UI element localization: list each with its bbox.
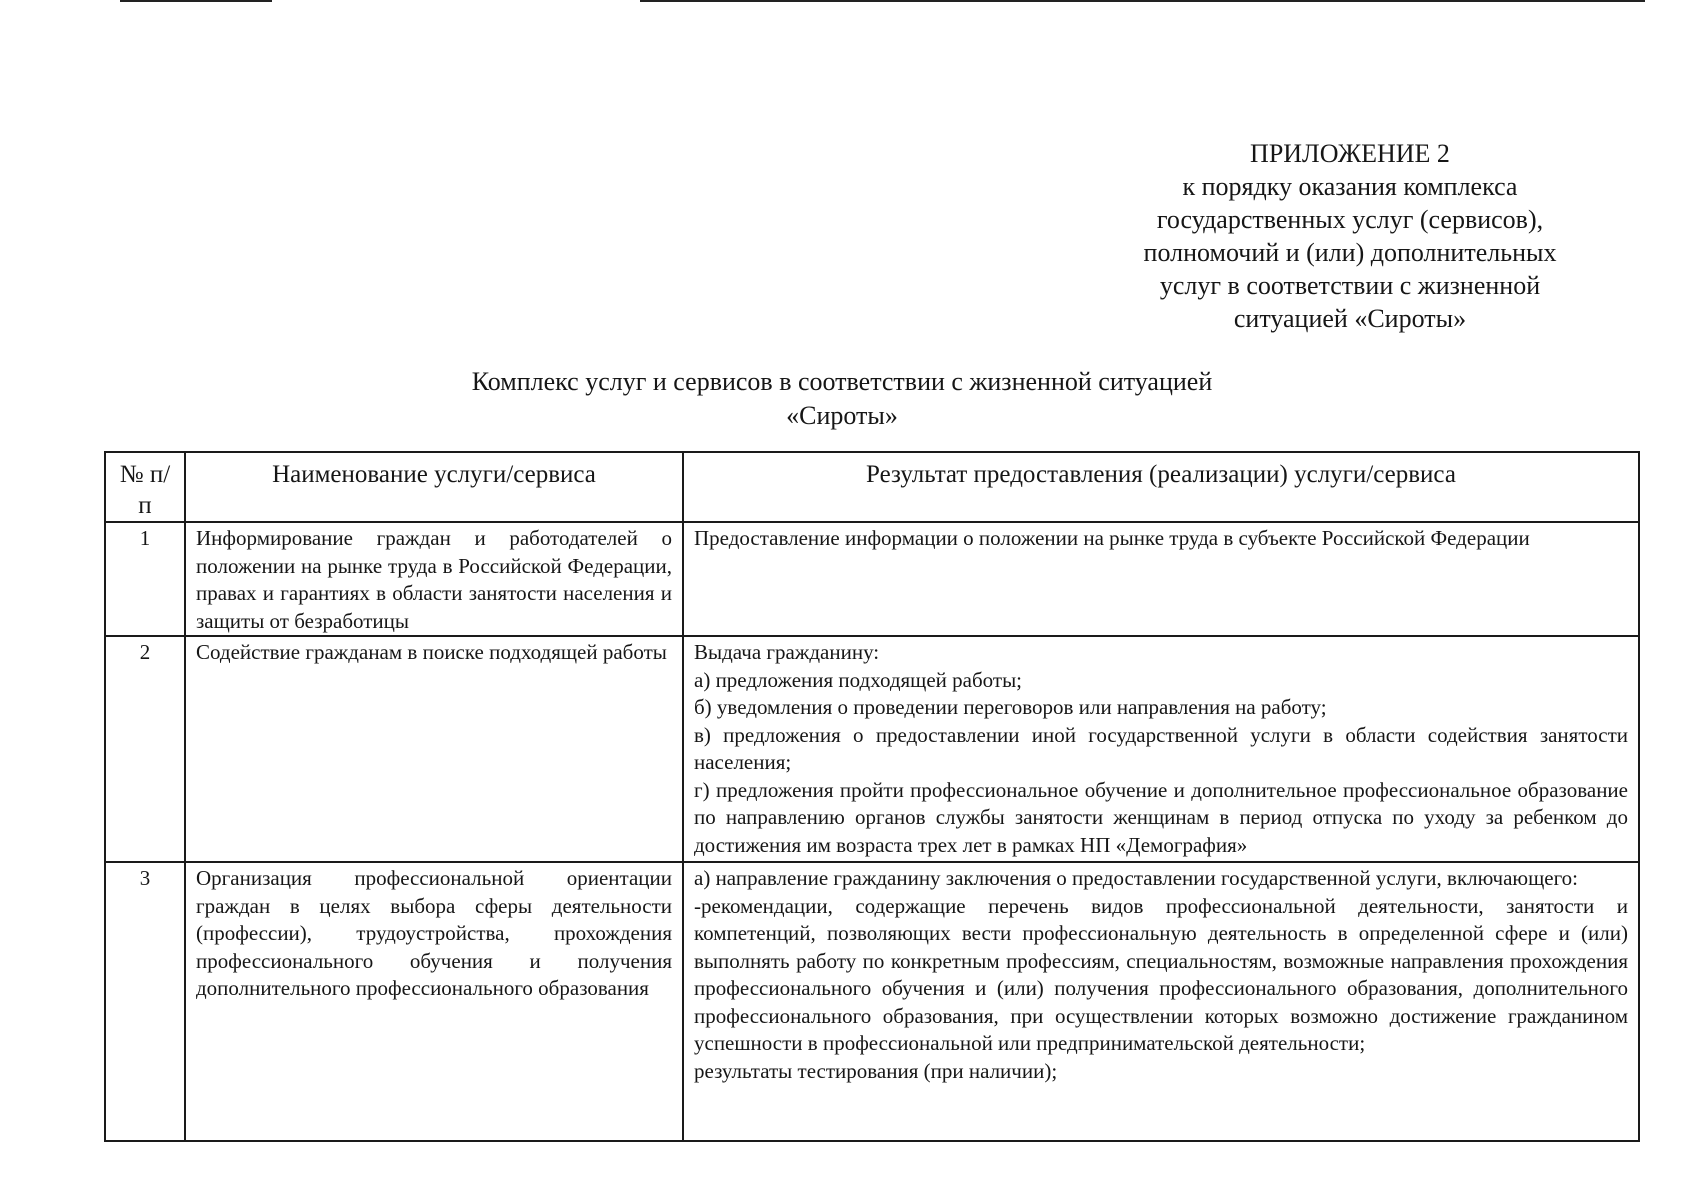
service-result: [683, 636, 1639, 862]
header-number-label: № п/п: [119, 461, 171, 519]
result-line: а) предложения подходящей работы;: [694, 667, 1023, 692]
appendix-line: государственных услуг (сервисов),: [1156, 205, 1544, 234]
table-row: [105, 862, 1639, 1141]
document-title-line: «Сироты»: [786, 401, 898, 430]
service-name: Организация профессиональной ориентации граждан в целях выбора сферы деятельности (профессии), трудоустройства, прохождения профессионального обучения и получения дополнительного профессионального образования: [185, 862, 683, 1141]
header-name: [185, 452, 683, 522]
appendix-line: ситуацией «Сироты»: [1233, 304, 1467, 333]
service-name: Информирование граждан и работодателей о положении на рынке труда в Российской Федерации, правах и гарантиях в области занятости населения и защиты от безработицы: [185, 522, 683, 636]
appendix-line: полномочий и (или) дополнительных: [1143, 238, 1557, 267]
table-row: [105, 636, 1639, 862]
service-result: [683, 522, 1639, 636]
result-line: б) уведомления о проведении переговоров или направления на работу;: [694, 695, 1327, 719]
scan-edge-line-right: [640, 0, 1645, 2]
appendix-line: к порядку оказания комплекса: [1182, 172, 1518, 201]
appendix-heading: [1080, 137, 1620, 335]
result-line: в) предложения о предоставлении иной государственной услуги в области содействия занятости населения;: [694, 722, 1628, 774]
service-result: [683, 862, 1639, 1141]
services-table: [104, 451, 1640, 1142]
appendix-line: ПРИЛОЖЕНИЕ 2: [1250, 139, 1450, 168]
header-result-label: Результат предоставления (реализации) услуги/сервиса: [866, 461, 1456, 488]
table-header-row: [105, 452, 1639, 522]
result-line: -рекомендации, содержащие перечень видов профессиональной деятельности, занятости и компетенций, позволяющих вести профессиональную деятельность в определенной сфере и (или) выполнять работу по конкретным профессиям, специальностям, возможные направления прохождения профессионального обучения и (или) получения профессионального образования, дополнительного профессионального образования, при осуществлении которых возможно достижение гражданином успешности в профессиональной или предпринимательской деятельности;: [694, 893, 1628, 1055]
result-line: а) направление гражданину заключения о предоставлении государственной услуги, включающего:: [694, 866, 1579, 890]
table-row: [105, 522, 1639, 636]
document-title: [340, 365, 1344, 433]
scan-edge-line-left: [120, 0, 272, 2]
header-result: [683, 452, 1639, 522]
service-name: Содействие гражданам в поиске подходящей работы: [185, 636, 683, 862]
result-line: Выдача гражданину:: [694, 640, 880, 664]
result-line: Предоставление информации о положении на рынке труда в субъекте Российской Федерации: [694, 526, 1530, 550]
result-line: результаты тестирования (при наличии);: [694, 1058, 1058, 1083]
row-number: 2: [105, 636, 185, 862]
document-title-line: Комплекс услуг и сервисов в соответствии с жизненной ситуацией: [471, 367, 1213, 396]
row-number: 3: [105, 862, 185, 1141]
result-line: г) предложения пройти профессиональное обучение и дополнительное профессиональное образование по направлению органов службы занятости женщинам в период отпуска по уходу за ребенком до достижения им возраста трех лет в рамках НП «Демография»: [694, 777, 1628, 857]
row-number: 1: [105, 522, 185, 636]
header-name-label: Наименование услуги/сервиса: [272, 461, 596, 488]
result-clip: [694, 865, 1628, 1140]
header-number: [105, 452, 185, 522]
appendix-line: услуг в соответствии с жизненной: [1159, 271, 1541, 300]
